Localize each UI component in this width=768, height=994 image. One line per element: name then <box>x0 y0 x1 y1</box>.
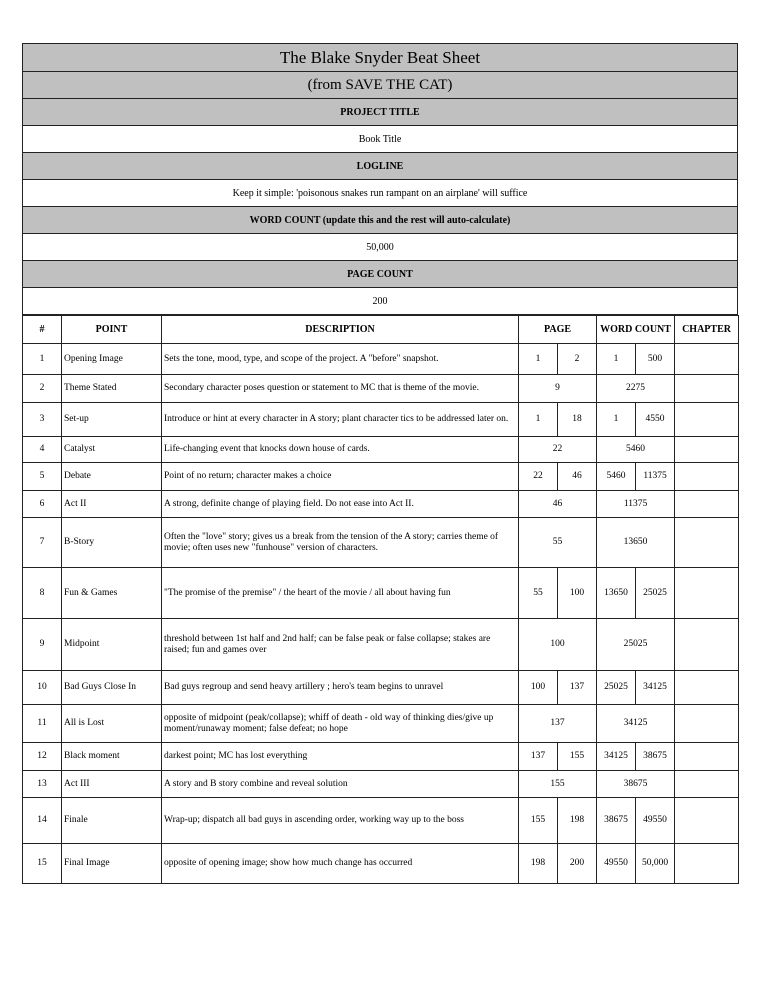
beat-description-cell[interactable]: threshold between 1st half and 2nd half; can be false peak or false collapse; stakes are raised; fun and games over <box>162 619 519 671</box>
beat-number-cell[interactable]: 9 <box>23 619 62 671</box>
beat-number-cell[interactable]: 1 <box>23 344 62 375</box>
beat-number-cell[interactable]: 14 <box>23 798 62 844</box>
table-row <box>23 463 739 491</box>
beat-point-cell[interactable]: Bad Guys Close In <box>62 671 162 705</box>
beat-number-cell[interactable]: 6 <box>23 491 62 518</box>
beat-description-cell[interactable]: Point of no return; character makes a choice <box>162 463 519 491</box>
table-row <box>23 743 739 771</box>
beat-point-cell[interactable]: Act II <box>62 491 162 518</box>
table-row <box>23 771 739 798</box>
beat-page-cell[interactable]: 100 <box>519 619 597 671</box>
beat-number-cell[interactable]: 2 <box>23 375 62 403</box>
beat-point-cell[interactable]: Catalyst <box>62 437 162 463</box>
beat-word-count-end-cell[interactable]: 11375 <box>636 463 675 491</box>
table-row <box>23 705 739 743</box>
beat-page-start-cell[interactable]: 137 <box>519 743 558 771</box>
beat-description-cell[interactable]: Sets the tone, mood, type, and scope of the project. A "before" snapshot. <box>162 344 519 375</box>
beat-page-start-cell[interactable]: 1 <box>519 403 558 437</box>
beat-word-count-start-cell[interactable]: 49550 <box>597 844 636 884</box>
beat-page-cell[interactable]: 46 <box>519 491 597 518</box>
beat-point-cell[interactable]: Set-up <box>62 403 162 437</box>
beat-word-count-end-cell[interactable]: 50,000 <box>636 844 675 884</box>
beat-page-end-cell[interactable]: 100 <box>558 568 597 619</box>
beat-word-count-end-cell[interactable]: 38675 <box>636 743 675 771</box>
column-header-number: # <box>23 316 62 344</box>
beat-sheet <box>22 43 738 884</box>
beat-point-cell[interactable]: B-Story <box>62 518 162 568</box>
beat-description-cell[interactable]: A story and B story combine and reveal solution <box>162 771 519 798</box>
beat-number-cell[interactable]: 8 <box>23 568 62 619</box>
beat-page-cell[interactable]: 55 <box>519 518 597 568</box>
beat-number-cell[interactable]: 11 <box>23 705 62 743</box>
beat-chapter-cell[interactable] <box>675 798 739 844</box>
beat-description-cell[interactable]: Bad guys regroup and send heavy artillery ; hero's team begins to unravel <box>162 671 519 705</box>
beat-chapter-cell[interactable] <box>675 463 739 491</box>
beat-point-cell[interactable]: Black moment <box>62 743 162 771</box>
beat-chapter-cell[interactable] <box>675 344 739 375</box>
beat-word-count-end-cell[interactable]: 25025 <box>636 568 675 619</box>
beat-description-cell[interactable]: Wrap-up; dispatch all bad guys in ascending order, working way up to the boss <box>162 798 519 844</box>
table-row <box>23 798 739 844</box>
beat-description-cell[interactable]: Introduce or hint at every character in A story; plant character tics to be addressed later on. <box>162 403 519 437</box>
beat-point-cell[interactable]: Act III <box>62 771 162 798</box>
beat-chapter-cell[interactable] <box>675 518 739 568</box>
beat-point-cell[interactable]: Debate <box>62 463 162 491</box>
table-row <box>23 671 739 705</box>
sheet-subtitle: (from SAVE THE CAT) <box>23 72 738 99</box>
beat-description-cell[interactable]: opposite of opening image; show how much change has occurred <box>162 844 519 884</box>
table-row <box>23 568 739 619</box>
beat-chapter-cell[interactable] <box>675 705 739 743</box>
beat-number-cell[interactable]: 4 <box>23 437 62 463</box>
beat-page-cell[interactable]: 155 <box>519 771 597 798</box>
beat-description-cell[interactable]: A strong, definite change of playing field. Do not ease into Act II. <box>162 491 519 518</box>
column-header-page: PAGE <box>519 316 597 344</box>
beat-point-cell[interactable]: Fun & Games <box>62 568 162 619</box>
beat-word-count-start-cell[interactable]: 34125 <box>597 743 636 771</box>
header-table <box>22 43 738 315</box>
beat-word-count-start-cell[interactable]: 13650 <box>597 568 636 619</box>
beat-page-start-cell[interactable]: 22 <box>519 463 558 491</box>
column-header-point: POINT <box>62 316 162 344</box>
beat-page-end-cell[interactable]: 155 <box>558 743 597 771</box>
beat-chapter-cell[interactable] <box>675 375 739 403</box>
beat-word-count-cell[interactable]: 38675 <box>597 771 675 798</box>
beat-page-cell[interactable]: 137 <box>519 705 597 743</box>
beat-chapter-cell[interactable] <box>675 403 739 437</box>
beat-page-end-cell[interactable]: 200 <box>558 844 597 884</box>
beat-number-cell[interactable]: 7 <box>23 518 62 568</box>
beat-point-cell[interactable]: Midpoint <box>62 619 162 671</box>
table-row <box>23 437 739 463</box>
table-row <box>23 344 739 375</box>
beat-chapter-cell[interactable] <box>675 743 739 771</box>
table-row <box>23 491 739 518</box>
beats-body <box>23 344 739 884</box>
beat-page-start-cell[interactable]: 155 <box>519 798 558 844</box>
table-row <box>23 518 739 568</box>
table-row <box>23 619 739 671</box>
column-header-description: DESCRIPTION <box>162 316 519 344</box>
page-count-value[interactable]: 200 <box>23 288 738 315</box>
beat-number-cell[interactable]: 15 <box>23 844 62 884</box>
beat-word-count-start-cell[interactable]: 1 <box>597 403 636 437</box>
column-header-chapter: CHAPTER <box>675 316 739 344</box>
beat-page-end-cell[interactable]: 46 <box>558 463 597 491</box>
beats-table <box>22 315 739 884</box>
beat-chapter-cell[interactable] <box>675 619 739 671</box>
beat-word-count-start-cell[interactable]: 38675 <box>597 798 636 844</box>
beat-point-cell[interactable]: Opening Image <box>62 344 162 375</box>
beat-page-end-cell[interactable]: 2 <box>558 344 597 375</box>
table-row <box>23 403 739 437</box>
beat-word-count-cell[interactable]: 11375 <box>597 491 675 518</box>
beat-chapter-cell[interactable] <box>675 844 739 884</box>
beat-number-cell[interactable]: 10 <box>23 671 62 705</box>
beat-word-count-cell[interactable]: 5460 <box>597 437 675 463</box>
beat-number-cell[interactable]: 13 <box>23 771 62 798</box>
beat-description-cell[interactable]: "The promise of the premise" / the heart of the movie / all about having fun <box>162 568 519 619</box>
beat-word-count-cell[interactable]: 34125 <box>597 705 675 743</box>
beat-word-count-cell[interactable]: 25025 <box>597 619 675 671</box>
beat-page-start-cell[interactable]: 55 <box>519 568 558 619</box>
beat-chapter-cell[interactable] <box>675 671 739 705</box>
word-count-value[interactable]: 50,000 <box>23 234 738 261</box>
logline-label: LOGLINE <box>23 153 738 180</box>
project-title-value[interactable]: Book Title <box>23 126 738 153</box>
beat-word-count-start-cell[interactable]: 5460 <box>597 463 636 491</box>
beat-description-cell[interactable]: opposite of midpoint (peak/collapse); whiff of death - old way of thinking dies/give up moment/runaway moment; false defeat; no hope <box>162 705 519 743</box>
beat-page-start-cell[interactable]: 100 <box>519 671 558 705</box>
beat-word-count-cell[interactable]: 2275 <box>597 375 675 403</box>
beat-description-cell[interactable]: darkest point; MC has lost everything <box>162 743 519 771</box>
beat-word-count-end-cell[interactable]: 4550 <box>636 403 675 437</box>
beat-description-cell[interactable]: Secondary character poses question or statement to MC that is theme of the movie. <box>162 375 519 403</box>
beat-point-cell[interactable]: Finale <box>62 798 162 844</box>
sheet-title: The Blake Snyder Beat Sheet <box>23 44 738 72</box>
beat-point-cell[interactable]: All is Lost <box>62 705 162 743</box>
word-count-label: WORD COUNT (update this and the rest will auto-calculate) <box>23 207 738 234</box>
beat-number-cell[interactable]: 5 <box>23 463 62 491</box>
beat-word-count-end-cell[interactable]: 500 <box>636 344 675 375</box>
beat-page-end-cell[interactable]: 18 <box>558 403 597 437</box>
beat-number-cell[interactable]: 12 <box>23 743 62 771</box>
beat-chapter-cell[interactable] <box>675 771 739 798</box>
beat-chapter-cell[interactable] <box>675 568 739 619</box>
page-count-label: PAGE COUNT <box>23 261 738 288</box>
beat-page-end-cell[interactable]: 137 <box>558 671 597 705</box>
beat-word-count-cell[interactable]: 13650 <box>597 518 675 568</box>
table-row <box>23 844 739 884</box>
column-header-word-count: WORD COUNT <box>597 316 675 344</box>
beat-description-cell[interactable]: Often the "love" story; gives us a break from the tension of the A story; carries theme of movie; often uses new "funhouse" version of characters. <box>162 518 519 568</box>
project-title-label: PROJECT TITLE <box>23 99 738 126</box>
beat-word-count-start-cell[interactable]: 1 <box>597 344 636 375</box>
logline-value[interactable]: Keep it simple: 'poisonous snakes run rampant on an airplane' will suffice <box>23 180 738 207</box>
beat-point-cell[interactable]: Theme Stated <box>62 375 162 403</box>
beat-word-count-end-cell[interactable]: 49550 <box>636 798 675 844</box>
beat-chapter-cell[interactable] <box>675 437 739 463</box>
beat-page-cell[interactable]: 22 <box>519 437 597 463</box>
beat-description-cell[interactable]: Life-changing event that knocks down house of cards. <box>162 437 519 463</box>
beat-page-cell[interactable]: 9 <box>519 375 597 403</box>
beat-page-start-cell[interactable]: 1 <box>519 344 558 375</box>
beat-number-cell[interactable]: 3 <box>23 403 62 437</box>
beat-point-cell[interactable]: Final Image <box>62 844 162 884</box>
beat-chapter-cell[interactable] <box>675 491 739 518</box>
beat-page-end-cell[interactable]: 198 <box>558 798 597 844</box>
beat-word-count-start-cell[interactable]: 25025 <box>597 671 636 705</box>
beat-word-count-end-cell[interactable]: 34125 <box>636 671 675 705</box>
beat-page-start-cell[interactable]: 198 <box>519 844 558 884</box>
table-row <box>23 375 739 403</box>
